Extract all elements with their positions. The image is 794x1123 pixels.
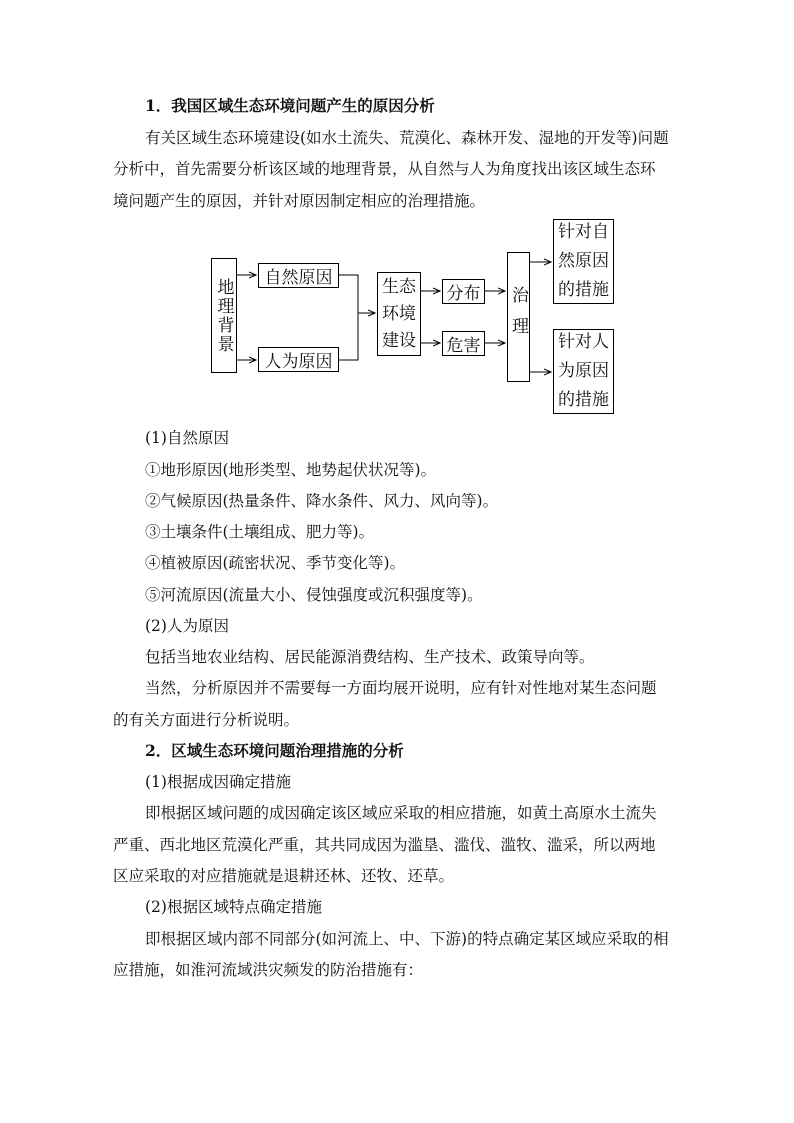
bracket-causes [339,275,358,360]
sub2-line: 即根据区域内部不同部分(如河流上、中、下游)的特点确定某区域应采取的相 [145,930,669,948]
sub1-line: 严重、西北地区荒漠化严重，其共同成因为滥垦、滥伐、滥牧、滥采，所以两地 [113,836,656,854]
intro-line: 境问题产生的原因，并针对原因制定相应的治理措施。 [113,192,486,210]
eco-construction-line: 环境 [382,303,416,324]
section1-heading: 1．我国区域生态环境问题产生的原因分析 [145,96,435,115]
natural-measures-line: 的措施 [558,280,609,300]
human-measures-line: 针对人 [558,332,609,352]
geo-background-box: 地理背景 [211,258,237,373]
natural-causes-title: (1)自然原因 [145,429,229,447]
natural-cause-item: ②气候原因(热量条件、降水条件、风力、风向等)。 [145,492,499,510]
distribution-box: 分布 [442,279,485,304]
sub1-line: 区应采取的对应措施就是退耕还林、还牧、还草。 [113,867,455,885]
human-cause-box: 人为原因 [258,347,339,372]
eco-construction-box [377,272,421,356]
natural-measures-line: 然原因 [558,251,609,271]
eco-construction-line: 建设 [382,330,416,351]
natural-cause-item: ⑤河流原因(流量大小、侵蚀强度或沉积强度等)。 [145,586,483,604]
sub2-title: (2)根据区域特点确定措施 [145,898,322,916]
governance-box: 治理 [507,252,530,382]
intro-line: 有关区域生态环境建设(如水土流失、荒漠化、森林开发、湿地的开发等)问题 [145,129,669,147]
sub1-line: 即根据区域问题的成因确定该区域应采取的相应措施，如黄土高原水土流失 [145,804,657,822]
sub1-title: (1)根据成因确定措施 [145,773,291,791]
natural-cause-item: ③土壤条件(土壤组成、肥力等)。 [145,523,375,541]
human-causes-text: 包括当地农业结构、居民能源消费结构、生产技术、政策导向等。 [145,648,595,666]
diagram-connectors [0,0,794,440]
eco-construction-line: 生态 [382,276,416,297]
human-measures-line: 为原因 [558,361,609,381]
note-line: 的有关方面进行分析说明。 [113,711,300,729]
human-causes-title: (2)人为原因 [145,617,229,635]
natural-cause-box: 自然原因 [258,263,339,288]
harm-box: 危害 [442,331,485,356]
natural-measures-box [553,219,614,304]
note-line: 当然，分析原因并不需要每一方面均展开说明，应有针对性地对某生态问题 [145,679,657,697]
human-measures-line: 的措施 [558,390,609,410]
natural-measures-line: 针对自 [558,222,609,242]
sub2-line: 应措施，如淮河流域洪灾频发的防治措施有： [113,961,424,979]
human-measures-box [553,329,614,414]
natural-cause-item: ①地形原因(地形类型、地势起伏状况等)。 [145,461,437,479]
intro-line: 分析中，首先需要分析该区域的地理背景，从自然与人为角度找出该区域生态环 [113,160,656,178]
natural-cause-item: ④植被原因(疏密状况、季节变化等)。 [145,554,406,572]
section2-heading: 2．区域生态环境问题治理措施的分析 [145,741,404,760]
